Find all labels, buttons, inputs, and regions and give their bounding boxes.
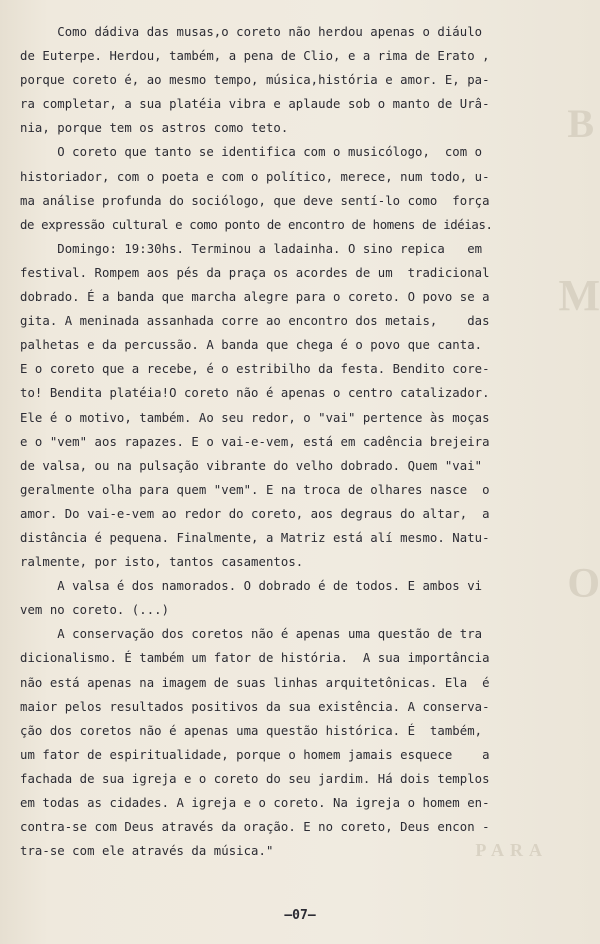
body-text <box>20 20 586 863</box>
text-line: fachada de sua igreja e o coreto do seu jardim. Há dois templos <box>20 771 490 786</box>
text-line: dobrado. É a banda que marcha alegre para o coreto. O povo se a <box>20 290 490 305</box>
text-line: A valsa é dos namorados. O dobrado é de todos. E ambos vi <box>20 579 483 594</box>
text-line: ma análise profunda do sociólogo, que deve sentí-lo como força <box>20 193 490 208</box>
text-line: e o "vem" aos rapazes. E o vai-e-vem, está em cadência brejeira <box>20 434 490 449</box>
text-line: E o coreto que a recebe, é o estribilho da festa. Bendito core- <box>20 362 490 377</box>
text-line: maior pelos resultados positivos da sua existência. A conserva- <box>20 699 490 714</box>
text-line: O coreto que tanto se identifica com o musicólogo, com o <box>20 145 483 160</box>
text-line: em todas as cidades. A igreja e o coreto. Na igreja o homem en- <box>20 796 490 810</box>
text-line: não está apenas na imagem de suas linhas arquitetônicas. Ela é <box>20 675 490 690</box>
page-number: —07— <box>284 908 316 923</box>
text-line: to! Bendita platéia!O coreto não é apenas o centro catalizador. <box>20 386 490 401</box>
text-line: festival. Rompem aos pés da praça os acordes de um tradicional <box>20 265 490 280</box>
text-line: geralmente olha para quem "vem". E na troca de olhares nasce o <box>20 482 490 497</box>
text-line: nia, porque tem os astros como teto. <box>20 121 289 136</box>
text-line: ralmente, por isto, tantos casamentos. <box>20 555 304 570</box>
text-line: distância é pequena. Finalmente, a Matriz está alí mesmo. Natu- <box>20 530 490 545</box>
text-line: vem no coreto. (...) <box>20 603 170 618</box>
bleed-through-mark: B <box>567 101 594 146</box>
text-line: A conservação dos coretos não é apenas uma questão de tra <box>20 627 483 642</box>
text-line: de Euterpe. Herdou, também, a pena de Clio, e a rima de Erato , <box>20 49 490 64</box>
text-line: Domingo: 19:30hs. Terminou a ladainha. O sino repica em <box>20 241 483 256</box>
text-line: ção dos coretos não é apenas uma questão histórica. É também, <box>20 723 483 738</box>
text-line: Como dádiva das musas,o coreto não herdou apenas o diáulo <box>20 25 483 39</box>
text-line: de valsa, ou na pulsação vibrante do velho dobrado. Quem "vai" <box>20 458 483 473</box>
text-line: Ele é o motivo, também. Ao seu redor, o "vai" pertence às moças <box>20 410 490 425</box>
text-line: historiador, com o poeta e com o político, merece, num todo, u- <box>20 169 490 184</box>
text-line: contra-se com Deus através da oração. E no coreto, Deus encon - <box>20 820 490 835</box>
text-line: ra completar, a sua platéia vibra e aplaude sob o manto de Urâ- <box>20 97 490 112</box>
bleed-through-mark: M <box>558 271 600 320</box>
text-line: porque coreto é, ao mesmo tempo, música,história e amor. E, pa- <box>20 73 490 88</box>
text-line: de expressão cultural e como ponto de encontro de homens de idéias. <box>20 217 493 232</box>
text-line: um fator de espiritualidade, porque o homem jamais esquece a <box>20 747 490 762</box>
bleed-through-mark: O <box>567 561 600 607</box>
text-line: amor. Do vai-e-vem ao redor do coreto, aos degraus do altar, a <box>20 506 490 521</box>
text-line: gita. A meninada assanhada corre ao encontro dos metais, das <box>20 314 490 329</box>
text-line: tra-se com ele através da música." <box>20 844 274 859</box>
text-line: dicionalismo. É também um fator de história. A sua importância <box>20 651 490 666</box>
text-line: palhetas e da percussão. A banda que chega é o povo que canta. <box>20 338 483 353</box>
bleed-through-mark: PARA <box>475 840 548 860</box>
